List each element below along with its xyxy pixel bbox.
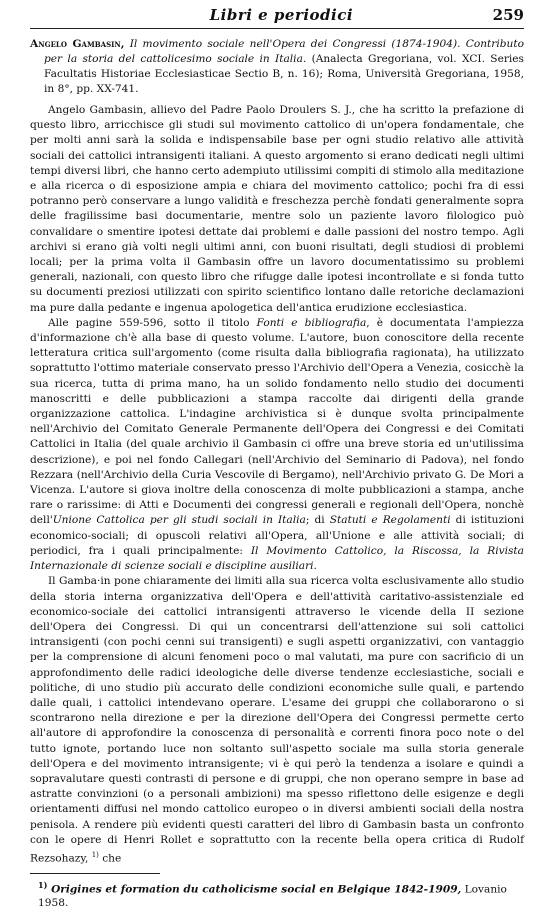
footnote [30, 878, 524, 910]
footnote-tail: Lovanio 1958. [38, 883, 507, 910]
p2-text-d: di istituzioni economico-sociali; di opuscoli relativi all'Opera, all'Unione e alle attività sociali; di periodici, fra i quali principalmente: [30, 514, 525, 557]
p2-text-a: Alle pagine 559-596, sotto il titolo [48, 316, 257, 329]
citation-details: (Analecta Gregoriana, vol. XCI. Series Facultatis Historiae Ecclesiasticae Sectio B, n. 16); Roma, Università Gregoriana, 1958, in 8°, pp. XX-741. [44, 53, 524, 95]
citation-title: Il movimento sociale nell'Opera dei Congressi (1874-1904). Contributo per la storia del cattolicesimo sociale in Italia. [44, 38, 524, 65]
book-citation [30, 37, 524, 97]
paragraph-3 [30, 574, 524, 866]
footnote-mark: 1) [38, 879, 48, 890]
paragraph-2 [30, 316, 524, 574]
running-head [30, 6, 524, 29]
paragraph-1: Angelo Gambasin, allievo del Padre Paolo Droulers S. J., che ha scritto la prefazione di questo libro, arricchisce gli studi sul movimento cattolico di un'opera fondamentale, che per molti anni sarà la solida e indispensabile base per ogni studio relativo alle attività sociali dei cattolici intransigenti italiani. A questo argomento si erano dedicati negli ultimi tempi diversi libri, che hanno certo adempiuto utilissimi compiti di stimolo alla meditazione e alla ricerca o di esposizione ampia e chiara del movimento cattolico; pochi fra di essi potranno però conservare a lungo validità e freschezza perchè fondati generalmente sopra delle fragilissime basi documentarie, mentre solo un paziente lavoro filologico può convalidare o smentire ipotesi dettate dai problemi e dalle passioni del nostro tempo. Agli archivi si erano già volti negli ultimi anni, con buoni risultati, degli studiosi di problemi locali; per la prima volta il Gambasin offre un lavoro documentatissimo su problemi generali, nazionali, con questo libro che rifugge dalle ipotesi incontrollate e si fonda tutto su documenti preziosi utilizzati con spirito scientifico lontano dalle retoriche declamazioni ma pure dalla pedante e ingenua apologetica dell'antica erudizione ecclesiastica. [30, 104, 524, 314]
footnote-reference: 1) [91, 850, 99, 859]
p2-text-c: ; di [305, 514, 330, 527]
footnote-rule [30, 873, 160, 874]
p2-statuti-title: Statuti e Regolamenti [329, 514, 451, 527]
footnote-text: Origines et formation du catholicisme social en Belgique 1842-1909, [51, 883, 462, 896]
p3-tail: che [98, 852, 122, 865]
p2-unione-title: Unione Cattolica per gli studi sociali in Italia [52, 514, 306, 527]
p2-periodici-titles: Il Movimento Cattolico, la Riscossa, la Rivista Internazionale di scienze sociali e discipline ausiliari. [30, 544, 524, 573]
page-number: 259 [492, 6, 524, 24]
p2-text-b: , è documentata l'ampiezza d'informazione ch'è alla base di questo volume. L'autore, buon conoscitore della recente letteratura critica sull'argomento (come risulta dalla bibliografia ragionata), ha utilizzato soprattutto l'ottimo materiale conservato presso l'Archivio dell'Opera a Venezia, cosicchè la sua ricerca, tutta di prima mano, ha un solido fondamento nello studio dei documenti manoscritti e delle pubblicazioni a stampa raccolte dai dirigenti della grande organizzazione cattolica. L'indagine archivistica si è dunque svolta principalmente nell'Archivio del Comitato Generale Permanente dell'Opera dei Congressi e dei Comitati Cattolici in Italia (del quale archivio il Gambasin ci offre una breve storia ed un'utilissima descrizione), e poi nel fondo Callegari (nell'Archivio del Seminario di Padova), nel fondo Rezzara (nell'Archivio della Curia Vescovile di Bergamo), nell'Archivio privato G. De Mori a Vicenza. L'autore si giova inoltre della conoscenza di molte pubblicazioni a stampa, anche rare o rarissime: di Atti e Documenti dei congressi generali e regionali dell'Opera, nonchè dell' [30, 316, 524, 527]
p3-text: Il Gamba·in pone chiaramente dei limiti alla sua ricerca volta esclusivamente allo studio della storia interna organizzativa dell'Opera e dell'attività caritativo-assistenziale ed economico-sociale dei cattolici intransigenti attraverso le vicende della II sezione dell'Opera dei Congressi. Di qui un concentrarsi dell'attenzione sui soli cattolici intransigenti (con pochi cenni sui transigenti) e sugli aspetti organizzativi, con vantaggio per la comprensione di alcuni fenomeni poco o mal valutati, ma pure con sacrificio di un approfondimento delle radici ideologiche delle diverse tendenze ecclesiastiche, sociali e politiche, di uno studio più accurato delle condizioni economiche sulle quali, e partendo dalle quali, i cattolici intendevano operare. L'esame dei gruppi che collaborarono o si scontrarono nella direzione e per la direzione dell'Opera dei Congressi permette certo all'autore di approfondire la conoscenza di personalità e correnti finora poco note o del tutto ignote, portando luce non soltanto sull'aspetto sociale ma sulla storia generale dell'Opera e del movimento intransigente; vi è qui però la tendenza a isolare e quindi a sopravalutare questi contrasti di persone e di gruppi, che non operano sempre in base ad astratte convinzioni (o a personali ambizioni) ma spesso riflettono delle esigenze e degli orientamenti diffusi nel mondo cattolico europeo o in diversi ambienti sociali della nostra penisola. A rendere più evidenti questi caratteri del libro di Gambasin basta un confronto con le opere di Henri Rollet e soprattutto con la recente bella opera critica di Rudolf Rezsohazy, [30, 575, 524, 865]
p2-fonti-title: Fonti e bibliografia [256, 316, 367, 329]
running-title: Libri e periodici [209, 6, 354, 24]
citation-author: Angelo Gambasin, [30, 38, 125, 50]
